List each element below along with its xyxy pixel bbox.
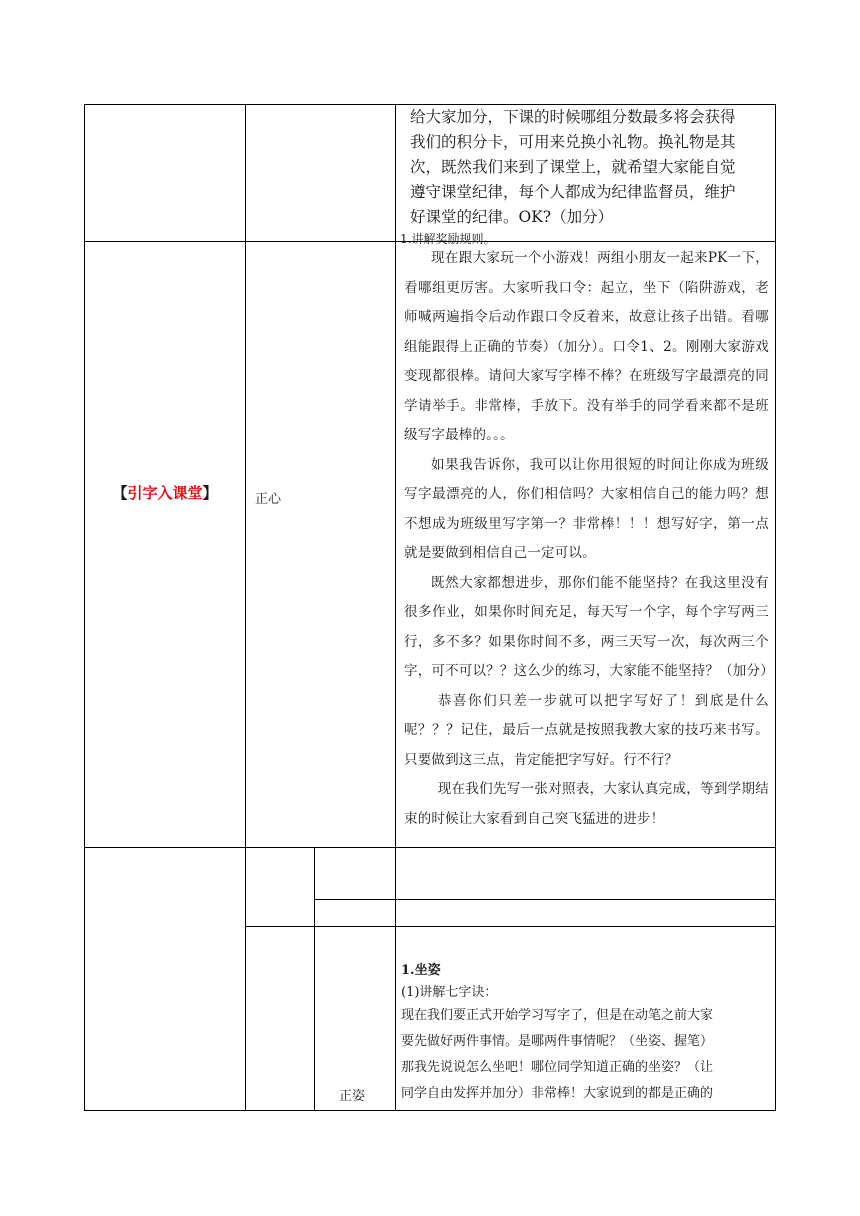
table-cell	[245, 926, 315, 1111]
text-line: 给大家加分，下课的时候哪组分数最多将会获得	[410, 108, 736, 126]
text-line: 好课堂的纪律。OK?（加分）	[410, 208, 614, 226]
table-cell-top-mid	[245, 104, 396, 242]
table-cell-section-title	[84, 241, 246, 848]
table-cell-bottom-left	[84, 847, 246, 1111]
table-cell	[395, 899, 776, 927]
subheading: (1)讲解七字诀：	[401, 985, 498, 1000]
text-line: 那我先说说怎么坐吧！哪位同学知道正确的坐姿？（让	[401, 1060, 714, 1075]
sub-label: 正姿	[339, 1089, 366, 1104]
paragraph: 现在我们先写一张对照表，大家认真完成，等到学期结束的时候让大家看到自己突飞猛进的进步！	[404, 781, 769, 827]
table-cell-top-left	[84, 104, 246, 242]
text-line: 现在我们要正式开始学习写字了，但是在动笔之前大家	[401, 1008, 714, 1023]
table-cell-content	[395, 926, 776, 1111]
text-line: 要先做好两件事情。是哪两件事情呢？（坐姿、握笔）	[401, 1034, 714, 1049]
section-name: 引字入课堂	[127, 484, 203, 502]
table-cell-sub-label	[314, 926, 396, 1111]
sub-label: 正心	[255, 492, 282, 507]
text-line: 同学自由发挥并加分）非常棒！大家说到的都是正确的	[401, 1086, 714, 1101]
bracket-close: 】	[202, 484, 218, 502]
table-cell-top-content	[395, 104, 776, 246]
table-cell-content	[395, 241, 776, 848]
paragraph: 既然大家都想进步，那你们能不能坚持？在我这里没有很多作业，如果你时间充足，每天写一个字，每个字写两三行，多不多？如果你时间不多，两三天写一次，每次两三个字，可不可以？？这么少的练习，大家能不能坚持？（加分）	[404, 574, 774, 679]
paragraph: 现在跟大家玩一个小游戏！两组小朋友一起来PK一下，看哪组更厉害。大家听我口令：起立，坐下（陷阱游戏，老师喊两遍指令后动作跟口令反着来，故意让孩子出错。看哪组能跟得上正确的节奏）（加分）。口令1、2。刚刚大家游戏变现都很棒。请问大家写字棒不棒？在班级写字最漂亮的同学请举手。非常棒，手放下。没有举手的同学看来都不是班级写字最棒的。。。	[404, 250, 769, 443]
section-title	[85, 482, 245, 503]
text-line: 我们的积分卡，可用来兑换小礼物。换礼物是其	[410, 133, 736, 151]
text-line: 遵守课堂纪律，每个人都成为纪律监督员，维护	[410, 183, 736, 201]
table-cell-sub-label	[245, 241, 396, 848]
note-text: 1.讲解奖励规则。	[400, 232, 496, 246]
table-cell	[245, 847, 315, 927]
paragraph: 如果我告诉你，我可以让你用很短的时间让你成为班级写字最漂亮的人，你们相信吗？大家相信自己的能力吗？想不想成为班级里写字第一？非常棒！！！想写好字，第一点就是要做到相信自己一定可以。	[404, 456, 769, 561]
table-cell	[314, 899, 396, 927]
text-line: 次，既然我们来到了课堂上，就希望大家能自觉	[410, 158, 736, 176]
bracket-open: 【	[112, 484, 128, 502]
table-cell	[395, 847, 776, 900]
table-cell	[314, 847, 396, 900]
heading: 1.坐姿	[401, 963, 441, 978]
paragraph: 恭喜你们只差一步就可以把字写好了！到底是什么呢？？？记住，最后一点就是按照我教大家的技巧来书写。只要做到这三点，肯定能把字写好。行不行？	[404, 692, 769, 768]
